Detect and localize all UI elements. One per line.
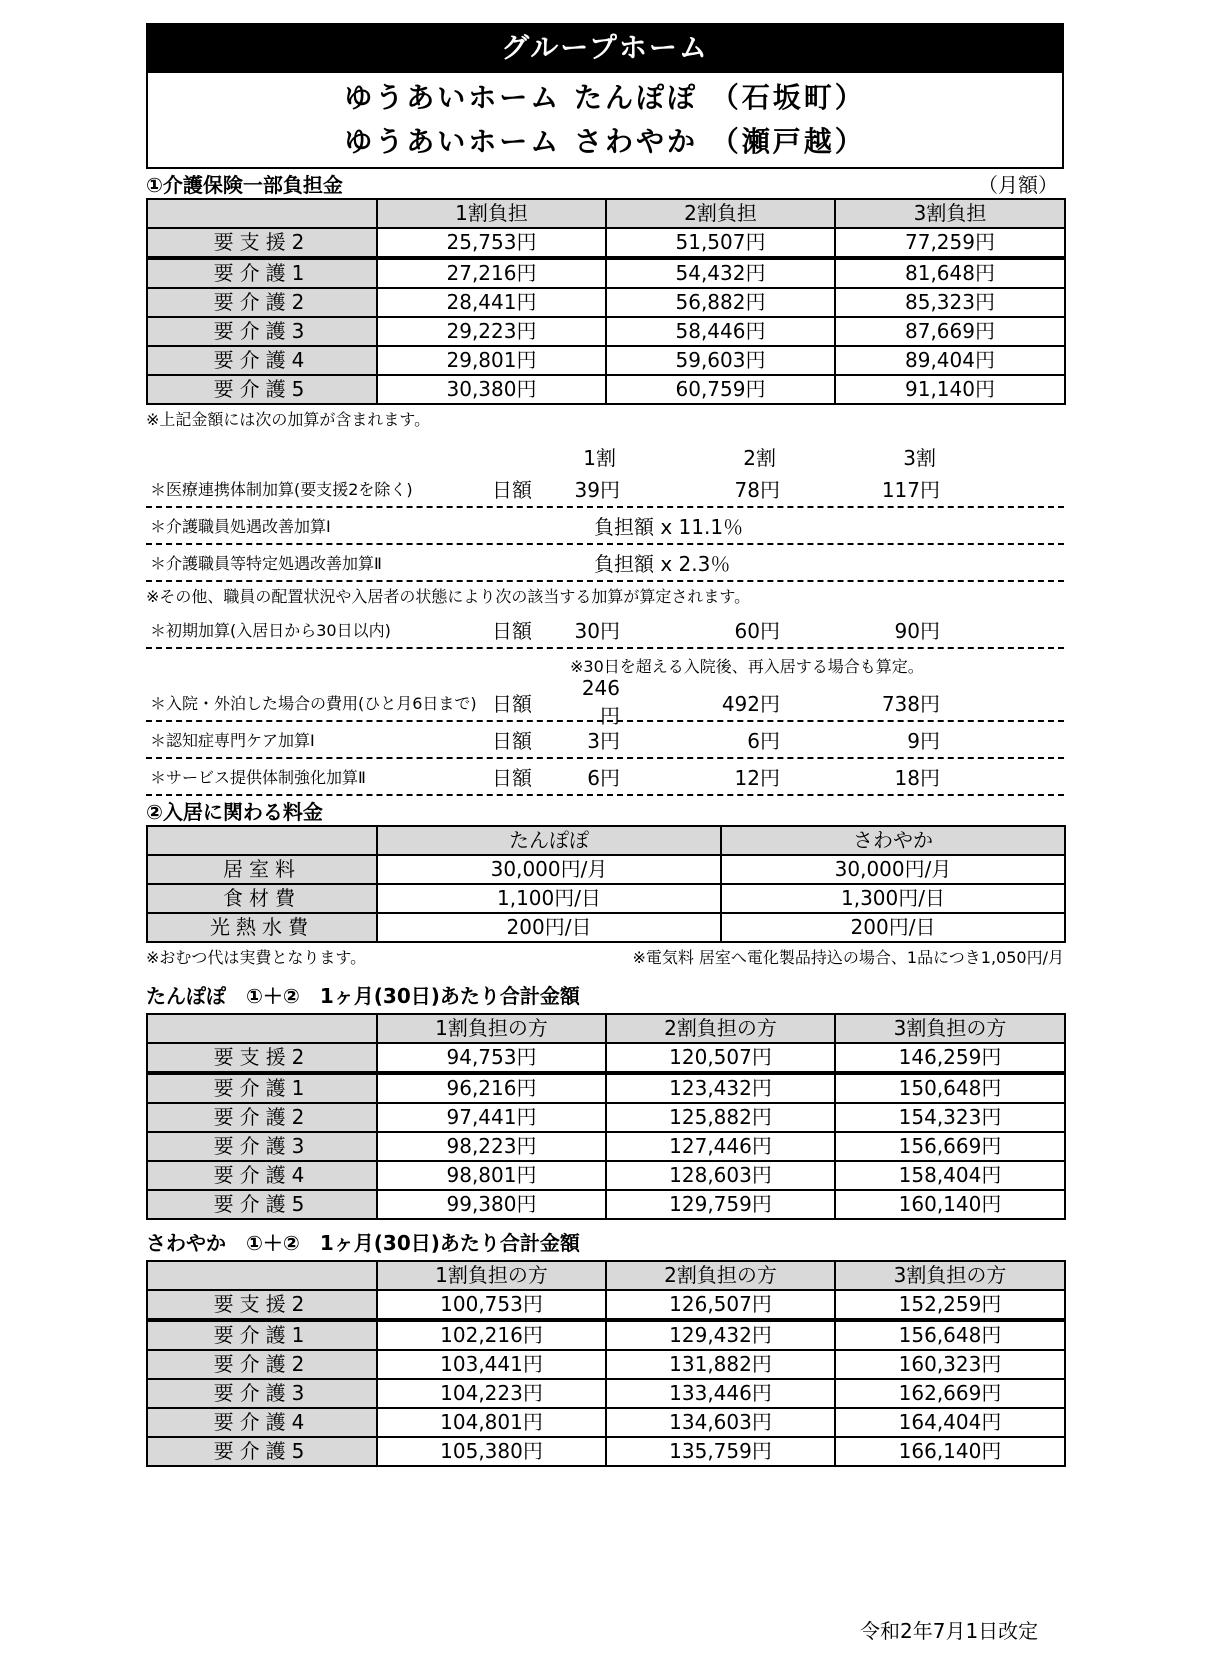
value-cell: 129,432円 bbox=[606, 1320, 835, 1350]
addon-value-1: 30円 bbox=[574, 619, 620, 643]
column-header: 2割負担 bbox=[606, 199, 835, 228]
addon-included-note: ※上記金額には次の加算が含まれます。 bbox=[146, 410, 431, 429]
corner-cell bbox=[147, 199, 377, 228]
sawayaka-total-title: さわやか ①＋② 1ヶ月(30日)あたり合計金額 bbox=[146, 1231, 580, 1255]
value-cell: 60,759円 bbox=[606, 375, 835, 404]
value-cell: 91,140円 bbox=[835, 375, 1065, 404]
value-cell: 146,259円 bbox=[835, 1043, 1065, 1073]
table-header-row bbox=[147, 1014, 1065, 1043]
row-label: 居室料 bbox=[147, 855, 377, 884]
value-cell: 27,216円 bbox=[377, 258, 606, 288]
value-cell: 58,446円 bbox=[606, 317, 835, 346]
value-cell: 97,441円 bbox=[377, 1103, 606, 1132]
addon-formula: 負担額 x 11.1％ bbox=[594, 515, 744, 539]
value-cell: 89,404円 bbox=[835, 346, 1065, 375]
addon-value-1: 3円 bbox=[587, 729, 620, 753]
column-header: 1割負担 bbox=[377, 199, 606, 228]
addon-label: ＊サービス提供体制強化加算Ⅱ bbox=[150, 768, 366, 787]
section1-title: ①介護保険一部負担金 bbox=[146, 173, 343, 197]
addon-formula: 負担額 x 2.3％ bbox=[594, 552, 731, 576]
section1-unit: （月額） bbox=[978, 173, 1058, 197]
addon-day: 日額 bbox=[492, 619, 532, 643]
diaper-note: ※おむつ代は実費となります。 bbox=[146, 948, 367, 967]
table-row bbox=[147, 258, 1065, 288]
addon-row-initial bbox=[146, 612, 1064, 649]
addon-value-2: 12円 bbox=[734, 766, 780, 790]
facility-name-sawayaka: ゆうあいホーム さわやか （瀬戸越） bbox=[344, 125, 866, 158]
table-row bbox=[147, 884, 1065, 913]
value-cell: 200円/日 bbox=[721, 913, 1065, 942]
addon-other-list bbox=[146, 676, 1064, 796]
table-row bbox=[147, 346, 1065, 375]
value-cell: 96,216円 bbox=[377, 1073, 606, 1103]
addon-value-2: 6円 bbox=[747, 729, 780, 753]
addon-value-3: 9円 bbox=[907, 729, 940, 753]
table-header-row bbox=[147, 826, 1065, 855]
addon-day: 日額 bbox=[492, 692, 532, 716]
addon-row bbox=[146, 676, 1064, 728]
value-cell: 105,380円 bbox=[377, 1437, 606, 1466]
table-row bbox=[147, 1408, 1065, 1437]
addon-day: 日額 bbox=[492, 766, 532, 790]
value-cell: 156,669円 bbox=[835, 1132, 1065, 1161]
addon-value-3: 738円 bbox=[881, 692, 940, 716]
row-label: 要介護1 bbox=[147, 258, 377, 288]
table-row bbox=[147, 1437, 1065, 1466]
value-cell: 25,753円 bbox=[377, 228, 606, 258]
value-cell: 200円/日 bbox=[377, 913, 721, 942]
value-cell: 133,446円 bbox=[606, 1379, 835, 1408]
addon-column-headers bbox=[146, 435, 1064, 471]
addon-other-note: ※その他、職員の配置状況や入居者の状態により次の該当する加算が算定されます。 bbox=[146, 587, 751, 606]
value-cell: 104,223円 bbox=[377, 1379, 606, 1408]
value-cell: 129,759円 bbox=[606, 1190, 835, 1219]
row-label: 要介護5 bbox=[147, 1437, 377, 1466]
section2-heading bbox=[146, 796, 1064, 825]
value-cell: 134,603円 bbox=[606, 1408, 835, 1437]
value-cell: 125,882円 bbox=[606, 1103, 835, 1132]
row-label: 要介護5 bbox=[147, 1190, 377, 1219]
value-cell: 103,441円 bbox=[377, 1350, 606, 1379]
value-cell: 28,441円 bbox=[377, 288, 606, 317]
column-header: 3割負担の方 bbox=[835, 1014, 1065, 1043]
value-cell: 164,404円 bbox=[835, 1408, 1065, 1437]
corner-cell bbox=[147, 1261, 377, 1290]
value-cell: 160,323円 bbox=[835, 1350, 1065, 1379]
addon-included-list bbox=[146, 471, 1064, 508]
addon-formula-list bbox=[146, 508, 1064, 582]
revision-date: 令和2年7月1日改定 bbox=[860, 1619, 1039, 1643]
value-cell: 120,507円 bbox=[606, 1043, 835, 1073]
value-cell: 87,669円 bbox=[835, 317, 1065, 346]
row-label: 要介護3 bbox=[147, 317, 377, 346]
addon-value-3: 18円 bbox=[894, 766, 940, 790]
row-label: 要介護4 bbox=[147, 1161, 377, 1190]
addon-label: ＊医療連携体制加算(要支援2を除く) bbox=[150, 480, 413, 499]
section2-title: ②入居に関わる料金 bbox=[146, 800, 323, 824]
row-label: 要介護3 bbox=[147, 1379, 377, 1408]
addon-label: ＊入院・外泊した場合の費用(ひと月6日まで) bbox=[150, 694, 477, 713]
value-cell: 158,404円 bbox=[835, 1161, 1065, 1190]
value-cell: 156,648円 bbox=[835, 1320, 1065, 1350]
addon-initial-note: ※30日を超える入院後、再入居する場合も算定。 bbox=[570, 657, 924, 676]
table-row bbox=[147, 288, 1065, 317]
value-cell: 59,603円 bbox=[606, 346, 835, 375]
row-label: 要介護2 bbox=[147, 1350, 377, 1379]
addon-col-3: 3割 bbox=[903, 446, 936, 470]
addon-label: ＊初期加算(入居日から30日以内) bbox=[150, 621, 391, 640]
care-insurance-table bbox=[146, 198, 1066, 405]
table-row bbox=[147, 1379, 1065, 1408]
value-cell: 160,140円 bbox=[835, 1190, 1065, 1219]
row-label: 要介護2 bbox=[147, 288, 377, 317]
addon-value-1: 6円 bbox=[587, 766, 620, 790]
row-label: 要介護4 bbox=[147, 346, 377, 375]
value-cell: 99,380円 bbox=[377, 1190, 606, 1219]
row-label: 要介護1 bbox=[147, 1320, 377, 1350]
value-cell: 152,259円 bbox=[835, 1290, 1065, 1320]
row-label: 要支援2 bbox=[147, 1290, 377, 1320]
corner-cell bbox=[147, 826, 377, 855]
addon-label: ＊介護職員等特定処遇改善加算Ⅱ bbox=[150, 554, 382, 573]
table-row bbox=[147, 1320, 1065, 1350]
value-cell: 56,882円 bbox=[606, 288, 835, 317]
addon-label: ＊介護職員処遇改善加算Ⅰ bbox=[150, 517, 331, 536]
addon-value-3: 117円 bbox=[881, 478, 940, 502]
table-row bbox=[147, 1043, 1065, 1073]
addon-value-2: 78円 bbox=[734, 478, 780, 502]
addon-row bbox=[146, 759, 1064, 796]
table-row bbox=[147, 317, 1065, 346]
addon-col-2: 2割 bbox=[743, 446, 776, 470]
section2-notes bbox=[146, 943, 1064, 973]
value-cell: 102,216円 bbox=[377, 1320, 606, 1350]
table-row bbox=[147, 1190, 1065, 1219]
value-cell: 128,603円 bbox=[606, 1161, 835, 1190]
column-header: 1割負担の方 bbox=[377, 1261, 606, 1290]
value-cell: 81,648円 bbox=[835, 258, 1065, 288]
value-cell: 123,432円 bbox=[606, 1073, 835, 1103]
sawayaka-total-table bbox=[146, 1260, 1066, 1467]
column-header: さわやか bbox=[721, 826, 1065, 855]
value-cell: 154,323円 bbox=[835, 1103, 1065, 1132]
table-row bbox=[147, 1132, 1065, 1161]
table-header-row bbox=[147, 1261, 1065, 1290]
page-title-banner: グループホーム bbox=[146, 23, 1064, 73]
value-cell: 104,801円 bbox=[377, 1408, 606, 1437]
table-row bbox=[147, 228, 1065, 258]
value-cell: 166,140円 bbox=[835, 1437, 1065, 1466]
column-header: 1割負担の方 bbox=[377, 1014, 606, 1043]
value-cell: 100,753円 bbox=[377, 1290, 606, 1320]
value-cell: 51,507円 bbox=[606, 228, 835, 258]
value-cell: 94,753円 bbox=[377, 1043, 606, 1073]
value-cell: 127,446円 bbox=[606, 1132, 835, 1161]
value-cell: 131,882円 bbox=[606, 1350, 835, 1379]
addon-label: ＊認知症専門ケア加算Ⅰ bbox=[150, 731, 315, 750]
table-row bbox=[147, 1161, 1065, 1190]
table-row bbox=[147, 1073, 1065, 1103]
value-cell: 30,000円/月 bbox=[377, 855, 721, 884]
tanpopo-total-table bbox=[146, 1013, 1066, 1220]
addon-row bbox=[146, 722, 1064, 759]
addon-row bbox=[146, 508, 1064, 545]
value-cell: 1,300円/日 bbox=[721, 884, 1065, 913]
addon-day: 日額 bbox=[492, 729, 532, 753]
value-cell: 29,223円 bbox=[377, 317, 606, 346]
value-cell: 150,648円 bbox=[835, 1073, 1065, 1103]
addon-value-1: 39円 bbox=[574, 478, 620, 502]
tanpopo-total-title: たんぽぽ ①＋② 1ヶ月(30日)あたり合計金額 bbox=[146, 984, 580, 1008]
value-cell: 29,801円 bbox=[377, 346, 606, 375]
value-cell: 98,223円 bbox=[377, 1132, 606, 1161]
move-in-fee-table bbox=[146, 825, 1066, 943]
addon-row bbox=[146, 471, 1064, 508]
row-label: 要支援2 bbox=[147, 228, 377, 258]
facility-names bbox=[146, 73, 1064, 169]
addon-value-2: 60円 bbox=[734, 619, 780, 643]
addon-value-3: 90円 bbox=[894, 619, 940, 643]
section1-heading bbox=[146, 169, 1064, 198]
row-label: 光熱水費 bbox=[147, 913, 377, 942]
value-cell: 126,507円 bbox=[606, 1290, 835, 1320]
facility-name-tanpopo: ゆうあいホーム たんぽぽ （石坂町） bbox=[344, 81, 866, 114]
table-row bbox=[147, 913, 1065, 942]
row-label: 要支援2 bbox=[147, 1043, 377, 1073]
electricity-note: ※電気料 居室へ電化製品持込の場合、1品につき1,050円/月 bbox=[632, 948, 1064, 967]
addon-value-1: 246円 bbox=[581, 676, 620, 728]
column-header: 3割負担の方 bbox=[835, 1261, 1065, 1290]
table-row bbox=[147, 1290, 1065, 1320]
table-row bbox=[147, 1103, 1065, 1132]
row-label: 要介護1 bbox=[147, 1073, 377, 1103]
row-label: 要介護5 bbox=[147, 375, 377, 404]
value-cell: 1,100円/日 bbox=[377, 884, 721, 913]
column-header: 3割負担 bbox=[835, 199, 1065, 228]
row-label: 要介護2 bbox=[147, 1103, 377, 1132]
row-label: 食材費 bbox=[147, 884, 377, 913]
column-header: 2割負担の方 bbox=[606, 1014, 835, 1043]
value-cell: 135,759円 bbox=[606, 1437, 835, 1466]
table-row bbox=[147, 1350, 1065, 1379]
value-cell: 85,323円 bbox=[835, 288, 1065, 317]
addon-value-2: 492円 bbox=[721, 692, 780, 716]
addon-col-1: 1割 bbox=[583, 446, 616, 470]
addon-row bbox=[146, 545, 1064, 582]
addon-day: 日額 bbox=[492, 478, 532, 502]
value-cell: 162,669円 bbox=[835, 1379, 1065, 1408]
row-label: 要介護4 bbox=[147, 1408, 377, 1437]
value-cell: 54,432円 bbox=[606, 258, 835, 288]
value-cell: 98,801円 bbox=[377, 1161, 606, 1190]
table-row bbox=[147, 375, 1065, 404]
row-label: 要介護3 bbox=[147, 1132, 377, 1161]
table-header-row bbox=[147, 199, 1065, 228]
value-cell: 30,380円 bbox=[377, 375, 606, 404]
table-row bbox=[147, 855, 1065, 884]
value-cell: 30,000円/月 bbox=[721, 855, 1065, 884]
column-header: 2割負担の方 bbox=[606, 1261, 835, 1290]
corner-cell bbox=[147, 1014, 377, 1043]
document-page bbox=[146, 23, 1064, 1467]
value-cell: 77,259円 bbox=[835, 228, 1065, 258]
column-header: たんぽぽ bbox=[377, 826, 721, 855]
